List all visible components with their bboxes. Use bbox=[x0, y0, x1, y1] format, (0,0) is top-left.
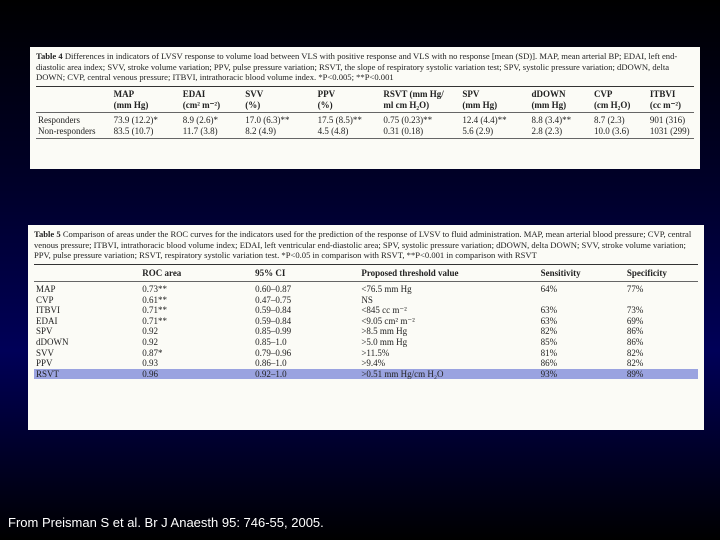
table5-header-cell bbox=[34, 267, 140, 279]
table4-cell: 1031 (299) bbox=[649, 125, 690, 136]
table5-header-specificity: Specificity bbox=[626, 268, 667, 279]
table4-row-label: Non-responders bbox=[38, 125, 96, 136]
table4-cell: 11.7 (3.8) bbox=[182, 125, 218, 136]
table5-cell: 0.96 bbox=[140, 369, 253, 380]
table5-row-label: CVP bbox=[36, 294, 54, 305]
table5-cell: <9.05 cm² m⁻² bbox=[361, 315, 415, 326]
table5-cell: 0.61** bbox=[142, 294, 167, 305]
table5-cell: 73% bbox=[626, 305, 644, 316]
table5-caption-label: Table 5 bbox=[34, 229, 61, 239]
table5-header-threshold: Proposed threshold value bbox=[361, 268, 459, 279]
table5-cell: 89% bbox=[625, 369, 698, 380]
table4-cell: 4.5 (4.8) bbox=[317, 125, 349, 136]
table4-header-row bbox=[36, 89, 694, 110]
table4-cell: 12.4 (4.4)** bbox=[462, 115, 507, 126]
table5-row bbox=[34, 326, 698, 337]
table5-cell: 63% bbox=[540, 315, 558, 326]
table5-cell: 0.59–0.84 bbox=[255, 305, 292, 316]
table5-cell: >0.51 mm Hg/cm H₂O bbox=[359, 369, 538, 380]
table4-cell: 0.75 (0.23)** bbox=[383, 115, 433, 126]
table5-cell: 63% bbox=[540, 305, 558, 316]
table5-grid bbox=[34, 267, 698, 279]
table4-row bbox=[36, 126, 694, 137]
table5-cell: 77% bbox=[626, 284, 644, 295]
table5-mid-rule bbox=[34, 281, 698, 282]
table4-caption-label: Table 4 bbox=[36, 51, 63, 61]
table5-cell: 82% bbox=[626, 347, 644, 358]
table5-row-label: SVV bbox=[36, 347, 55, 358]
table5-panel bbox=[28, 225, 704, 430]
table5-row bbox=[34, 316, 698, 327]
table4-mid-rule bbox=[36, 112, 694, 113]
table5-row-label: ITBVI bbox=[36, 305, 60, 316]
table5-row-label: RSVT bbox=[34, 369, 140, 380]
table5-header-row bbox=[34, 267, 698, 279]
table4-cell: 17.0 (6.3)** bbox=[245, 115, 290, 126]
table4-top-rule bbox=[36, 86, 694, 87]
table4-cell: 8.9 (2.6)* bbox=[182, 115, 218, 126]
table5-cell: 81% bbox=[540, 347, 558, 358]
table5-cell: 0.73** bbox=[142, 284, 167, 295]
table5-cell: 0.92 bbox=[142, 337, 158, 348]
table4-cell: 17.5 (8.5)** bbox=[317, 115, 362, 126]
table5-row bbox=[34, 369, 698, 380]
table4-header-itbvi: ITBVI (cc m⁻²) bbox=[649, 89, 682, 110]
table4-header-ppv: PPV (%) bbox=[317, 89, 336, 110]
table5-caption bbox=[34, 229, 698, 261]
table4-header-rsvt: RSVT (mm Hg/ ml cm H₂O) bbox=[383, 89, 444, 110]
table5-cell: <845 cc m⁻² bbox=[361, 305, 407, 316]
table5-cell: NS bbox=[361, 294, 373, 305]
table5-cell: >8.5 mm Hg bbox=[361, 326, 408, 337]
table5-cell: 0.71** bbox=[142, 305, 167, 316]
table5-header-roc-area: ROC area bbox=[142, 268, 182, 279]
table5-row-label: SPV bbox=[36, 326, 53, 337]
table5-cell: 0.85–0.99 bbox=[255, 326, 292, 337]
table5-row bbox=[34, 337, 698, 348]
table5-cell: 0.86–1.0 bbox=[255, 358, 287, 369]
table4-header-ddown: dDOWN (mm Hg) bbox=[531, 89, 567, 110]
table5-cell: 0.85–1.0 bbox=[255, 337, 287, 348]
table4-row-label: Responders bbox=[38, 115, 80, 126]
table5-cell bbox=[539, 295, 625, 306]
table4-cell: 10.0 (3.6) bbox=[593, 125, 630, 136]
table4-header-cell bbox=[36, 89, 112, 110]
table4-panel bbox=[30, 47, 700, 169]
table5-row-label: EDAI bbox=[36, 315, 58, 326]
table5-cell: 64% bbox=[540, 284, 558, 295]
table5-cell: 82% bbox=[626, 358, 644, 369]
table5-cell: 86% bbox=[540, 358, 558, 369]
table5-cell: 85% bbox=[540, 337, 558, 348]
table4-caption-text: Differences in indicators of LVSV response to volume load between VLS with positive response and VLS with no response [mean (SD)]. MAP, mean arterial BP; EDAI, left end-diastolic area index; SVV, stroke volume variation; PPV, pulse pressure variation; RSVT, the slope of respiratory systolic variation test; SPV, systolic pressure variation; dDOWN, delta DOWN; CVP, central venous pressure; ITBVI, intrathoracic blood volume index. *P<0.005; **P<0.001 bbox=[36, 51, 678, 83]
table5-cell: 82% bbox=[540, 326, 558, 337]
table5-body bbox=[34, 284, 698, 379]
table4-header-cvp: CVP (cm H₂O) bbox=[593, 89, 631, 110]
table4-header-spv: SPV (mm Hg) bbox=[462, 89, 498, 110]
table4-cell: 8.7 (2.3) bbox=[593, 115, 625, 126]
table5-row bbox=[34, 305, 698, 316]
table5-cell: 86% bbox=[626, 337, 644, 348]
table5-cell: 0.92 bbox=[142, 326, 158, 337]
table5-cell: 93% bbox=[539, 369, 625, 380]
table5-cell: 69% bbox=[626, 315, 644, 326]
table5-row bbox=[34, 358, 698, 369]
table5-row bbox=[34, 284, 698, 295]
table5-cell: >5.0 mm Hg bbox=[361, 337, 408, 348]
table4-cell: 73.9 (12.2)* bbox=[113, 115, 158, 126]
table4-grid bbox=[36, 89, 694, 110]
table4-caption bbox=[36, 51, 694, 83]
table5-cell bbox=[625, 295, 698, 306]
table4-row bbox=[36, 115, 694, 126]
table5-cell: >11.5% bbox=[361, 347, 390, 358]
table5-cell: <76.5 mm Hg bbox=[361, 284, 412, 295]
table5-row bbox=[34, 348, 698, 359]
table5-cell: 0.60–0.87 bbox=[255, 284, 292, 295]
table5-row-label: PPV bbox=[36, 358, 53, 369]
table5-cell: 0.87* bbox=[142, 347, 163, 358]
table5-cell: 0.79–0.96 bbox=[255, 347, 292, 358]
table4-cell: 0.31 (0.18) bbox=[383, 125, 424, 136]
table5-cell: 0.71** bbox=[142, 315, 167, 326]
table4-header-svv: SVV (%) bbox=[245, 89, 264, 110]
table4-cell: 5.6 (2.9) bbox=[462, 125, 494, 136]
table4-bottom-rule bbox=[36, 138, 694, 139]
table5-caption-text: Comparison of areas under the ROC curves for the indicators used for the prediction of the response of LVSV to fluid administration. MAP, mean arterial blood pressure; CVP, central venous pressure; ITBVI, intrathoracic blood volume index; EDAI, left ventricular end-diastolic area; SPV, systolic pressure variation; dDOWN, delta DOWN; SVV, stroke volume variation; PPV, pulse pressure variation; RSVT, respiratory systolic variation test. *P<0.05 in comparison with RSVT, **P<0.001 in comparison with RSVT bbox=[34, 229, 692, 261]
table5-row-label: MAP bbox=[36, 284, 56, 295]
table5-row-label: dDOWN bbox=[36, 337, 69, 348]
table5-header-sensitivity: Sensitivity bbox=[540, 268, 581, 279]
table5-cell: >9.4% bbox=[361, 358, 386, 369]
table4-cell: 2.8 (2.3) bbox=[531, 125, 563, 136]
table4-header-map: MAP (mm Hg) bbox=[113, 89, 149, 110]
table4-cell: 901 (316) bbox=[649, 115, 686, 126]
table5-header-ci: 95% CI bbox=[255, 268, 286, 279]
table5-cell: 86% bbox=[626, 326, 644, 337]
table5-cell: 0.59–0.84 bbox=[255, 315, 292, 326]
source-credit: From Preisman S et al. Br J Anaesth 95: 746-55, 2005. bbox=[8, 515, 324, 530]
table5-cell: 0.93 bbox=[142, 358, 158, 369]
table5-row bbox=[34, 295, 698, 306]
table4-body bbox=[36, 115, 694, 136]
table4-cell: 83.5 (10.7) bbox=[113, 125, 154, 136]
table4-cell: 8.2 (4.9) bbox=[245, 125, 276, 136]
table5-top-rule bbox=[34, 264, 698, 265]
table5-cell: 0.47–0.75 bbox=[255, 294, 292, 305]
table5-cell: 0.92–1.0 bbox=[253, 369, 359, 380]
table4-header-edai: EDAI (cm² m⁻²) bbox=[182, 89, 221, 110]
table4-cell: 8.8 (3.4)** bbox=[531, 115, 572, 126]
